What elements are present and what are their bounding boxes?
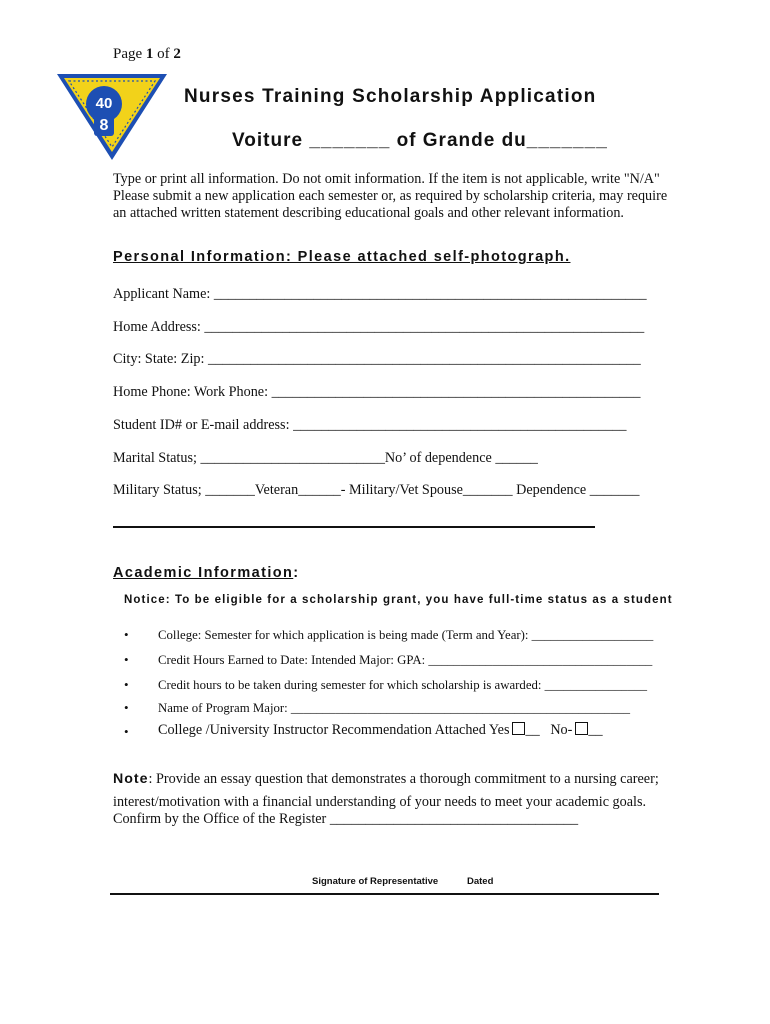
- dated-label: Dated: [467, 876, 494, 887]
- yes-checkbox[interactable]: [512, 722, 525, 735]
- personal-info-heading: Personal Information: Please attached self-photograph.: [113, 249, 571, 265]
- register-confirmation-field[interactable]: Confirm by the Office of the Register ___________________________________: [113, 811, 579, 827]
- note-label: Note: [113, 771, 149, 787]
- signature-line[interactable]: [110, 893, 659, 895]
- recommendation-row: [158, 722, 603, 739]
- instruction-line: Please submit a new application each semester or, as required by scholarship criteria, may require: [113, 188, 668, 204]
- applicant-name-field[interactable]: Applicant Name: _____________________________________________________________: [113, 286, 647, 302]
- bullet-icon: •: [124, 677, 129, 692]
- logo-number-top: 40: [95, 95, 113, 112]
- no-underline: __: [588, 722, 603, 738]
- signature-label: Signature of Representative: [312, 876, 439, 887]
- page-of: of: [157, 46, 170, 62]
- page-number: [113, 46, 181, 63]
- credit-hours-earned-field[interactable]: Credit Hours Earned to Date: Intended Major: GPA: ___________________________________: [158, 653, 653, 667]
- academic-heading-colon: :: [293, 565, 300, 581]
- home-address-field[interactable]: Home Address: ______________________________________________________________: [113, 319, 645, 335]
- page-total: 2: [173, 46, 181, 62]
- academic-info-heading: [113, 565, 300, 581]
- bullet-icon: •: [124, 627, 129, 642]
- form-title: Nurses Training Scholarship Application: [184, 86, 597, 107]
- no-checkbox[interactable]: [575, 722, 588, 735]
- recommendation-label: College /University Instructor Recommendation Attached Yes: [158, 722, 510, 738]
- college-semester-field[interactable]: College: Semester for which application is being made (Term and Year): ___________________: [158, 628, 654, 642]
- marital-status-field[interactable]: Marital Status; __________________________No’ of dependence ______: [113, 450, 538, 466]
- program-major-field[interactable]: Name of Program Major: _____________________________________________________: [158, 701, 631, 715]
- eligibility-notice: Notice: To be eligible for a scholarship grant, you have full-time status as a student: [124, 594, 673, 606]
- student-id-email-field[interactable]: Student ID# or E-mail address: _______________________________________________: [113, 417, 627, 433]
- city-state-zip-field[interactable]: City: State: Zip: _____________________________________________________________: [113, 351, 641, 367]
- page-current: 1: [145, 46, 154, 62]
- instruction-line: an attached written statement describing educational goals and other relevant information.: [113, 205, 624, 221]
- phone-field[interactable]: Home Phone: Work Phone: ____________________________________________________: [113, 384, 641, 400]
- bullet-icon: •: [124, 652, 129, 667]
- academic-heading-text: Academic Information: [113, 565, 294, 581]
- section-divider: [113, 526, 595, 528]
- note-line-1: [113, 771, 659, 788]
- bullet-icon: •: [124, 724, 129, 739]
- forty-and-eight-logo: [54, 68, 170, 164]
- bullet-icon: •: [124, 700, 129, 715]
- page-prefix: Page: [113, 46, 143, 62]
- credit-hours-planned-field[interactable]: Credit hours to be taken during semester for which scholarship is awarded: ________________: [158, 678, 648, 692]
- note-text: : Provide an essay question that demonstrates a thorough commitment to a nursing career;: [148, 771, 659, 787]
- military-status-field[interactable]: Military Status; _______Veteran______- Military/Vet Spouse_______ Dependence _______: [113, 482, 640, 498]
- note-line-2: interest/motivation with a financial understanding of your needs to meet your academic goals.: [113, 794, 647, 810]
- logo-number-bottom: 8: [99, 117, 109, 134]
- voiture-line: Voiture _______ of Grande du_______: [232, 130, 608, 151]
- instruction-line: Type or print all information. Do not omit information. If the item is not applicable, write "N/A": [113, 171, 660, 187]
- yes-underline: __: [525, 722, 540, 738]
- no-label: No-: [550, 722, 573, 738]
